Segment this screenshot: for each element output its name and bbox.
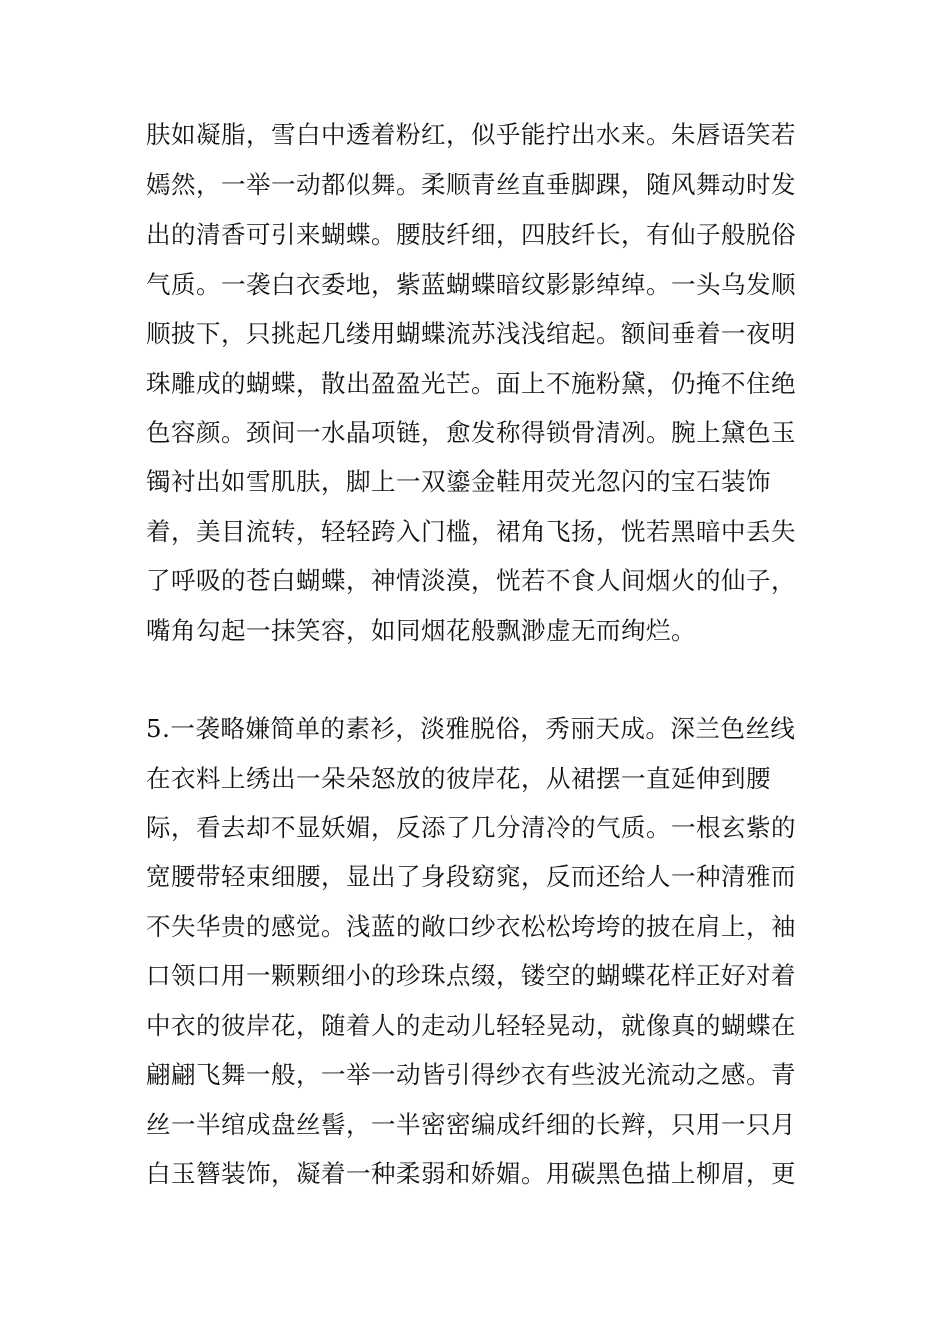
text-line: 口领口用一颗颗细小的珍珠点缀，镂空的蝴蝶花样正好对着 (146, 961, 796, 990)
text-line: 5.一袭略嫌简单的素衫，淡雅脱俗，秀丽天成。深兰色丝线 (146, 714, 796, 743)
text-line: 在衣料上绣出一朵朵怒放的彼岸花，从裙摆一直延伸到腰 (146, 764, 771, 793)
text-line: 嘴角勾起一抹笑容，如同烟花般飘渺虚无而绚烂。 (146, 616, 696, 645)
text-line: 嫣然，一举一动都似舞。柔顺青丝直垂脚踝，随风舞动时发 (146, 170, 796, 199)
text-line: 了呼吸的苍白蝴蝶，神情淡漠，恍若不食人间烟火的仙子， (146, 566, 796, 595)
text-line: 中衣的彼岸花，随着人的走动儿轻轻晃动，就像真的蝴蝶在 (146, 1011, 796, 1040)
text-line: 翩翩飞舞一般，一举一动皆引得纱衣有些波光流动之感。青 (146, 1060, 796, 1089)
text-line: 镯衬出如雪肌肤，脚上一双鎏金鞋用荧光忽闪的宝石装饰 (146, 467, 771, 496)
text-line: 际，看去却不显妖媚，反添了几分清冷的气质。一根玄紫的 (146, 813, 796, 842)
text-line: 宽腰带轻束细腰，显出了身段窈窕，反而还给人一种清雅而 (146, 862, 796, 891)
text-line: 丝一半绾成盘丝髻，一半密密编成纤细的长辫，只用一只月 (146, 1110, 796, 1139)
text-line: 顺披下，只挑起几缕用蝴蝶流苏浅浅绾起。额间垂着一夜明 (146, 319, 796, 348)
text-line: 着，美目流转，轻轻跨入门槛，裙角飞扬，恍若黑暗中丢失 (146, 517, 796, 546)
text-line: 色容颜。颈间一水晶项链，愈发称得锁骨清冽。腕上黛色玉 (146, 418, 796, 447)
text-line: 肤如凝脂，雪白中透着粉红，似乎能拧出水来。朱唇语笑若 (146, 120, 796, 149)
text-line: 气质。一袭白衣委地，紫蓝蝴蝶暗纹影影绰绰。一头乌发顺 (146, 270, 796, 299)
text-line: 出的清香可引来蝴蝶。腰肢纤细，四肢纤长，有仙子般脱俗 (146, 220, 796, 249)
text-line: 白玉簪装饰，凝着一种柔弱和娇媚。用碳黑色描上柳眉，更 (146, 1159, 796, 1188)
text-line: 不失华贵的感觉。浅蓝的敞口纱衣松松垮垮的披在肩上，袖 (146, 912, 796, 941)
text-line: 珠雕成的蝴蝶，散出盈盈光芒。面上不施粉黛，仍掩不住绝 (146, 369, 796, 398)
